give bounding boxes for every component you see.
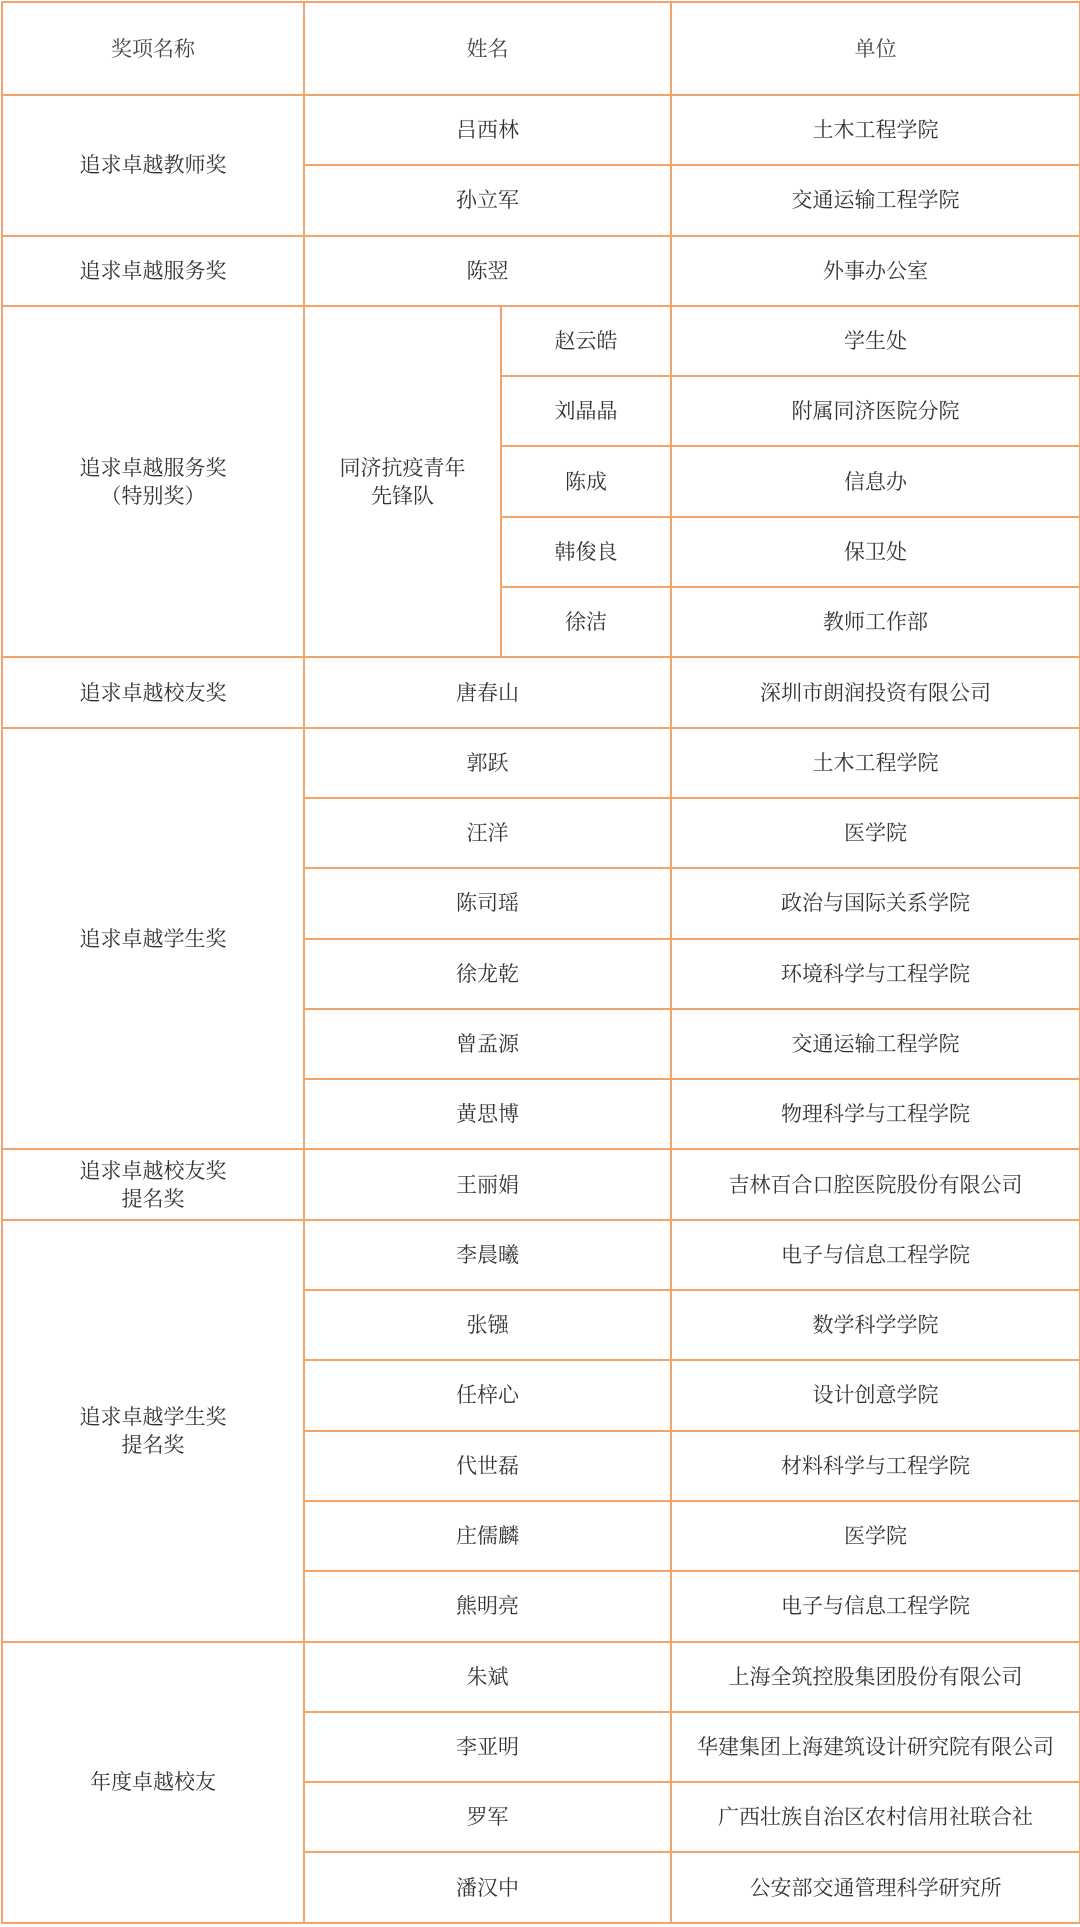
table-row bbox=[2, 306, 1080, 376]
unit-cell: 信息办 bbox=[671, 446, 1080, 516]
unit-cell: 广西壮族自治区农村信用社联合社 bbox=[671, 1782, 1080, 1852]
unit-cell: 医学院 bbox=[671, 798, 1080, 868]
team-line-2: 先锋队 bbox=[371, 483, 434, 508]
table-row bbox=[2, 95, 1080, 165]
unit-cell: 环境科学与工程学院 bbox=[671, 939, 1080, 1009]
name-cell: 郭跃 bbox=[304, 728, 671, 798]
award-cell-annual-alumni: 年度卓越校友 bbox=[2, 1642, 304, 1923]
unit-cell: 公安部交通管理科学研究所 bbox=[671, 1852, 1080, 1922]
name-cell: 孙立军 bbox=[304, 165, 671, 235]
award-cell-service-special bbox=[2, 306, 304, 657]
award-line-2: 提名奖 bbox=[121, 1186, 185, 1211]
name-cell: 张镪 bbox=[304, 1290, 671, 1360]
unit-cell: 物理科学与工程学院 bbox=[671, 1079, 1080, 1149]
name-cell: 徐洁 bbox=[501, 587, 671, 657]
header-award: 奖项名称 bbox=[2, 2, 304, 95]
award-cell-student-nomination bbox=[2, 1220, 304, 1642]
name-cell: 陈成 bbox=[501, 446, 671, 516]
unit-cell: 教师工作部 bbox=[671, 587, 1080, 657]
award-line-1: 追求卓越服务奖 bbox=[79, 455, 227, 480]
name-cell: 朱斌 bbox=[304, 1642, 671, 1712]
name-cell: 任梓心 bbox=[304, 1360, 671, 1430]
unit-cell: 附属同济医院分院 bbox=[671, 376, 1080, 446]
unit-cell: 设计创意学院 bbox=[671, 1360, 1080, 1430]
name-cell: 吕西林 bbox=[304, 95, 671, 165]
header-row bbox=[2, 2, 1080, 95]
unit-cell: 交通运输工程学院 bbox=[671, 165, 1080, 235]
unit-cell: 土木工程学院 bbox=[671, 728, 1080, 798]
name-cell: 罗军 bbox=[304, 1782, 671, 1852]
name-cell: 潘汉中 bbox=[304, 1852, 671, 1922]
award-cell-alumni-nomination bbox=[2, 1149, 304, 1219]
name-cell: 陈翌 bbox=[304, 236, 671, 306]
name-cell: 韩俊良 bbox=[501, 517, 671, 587]
unit-cell: 材料科学与工程学院 bbox=[671, 1431, 1080, 1501]
unit-cell: 电子与信息工程学院 bbox=[671, 1220, 1080, 1290]
award-line-2: 提名奖 bbox=[121, 1432, 185, 1457]
name-cell: 曾孟源 bbox=[304, 1009, 671, 1079]
award-line-1: 追求卓越学生奖 bbox=[79, 1404, 227, 1429]
name-cell: 汪洋 bbox=[304, 798, 671, 868]
table-row bbox=[2, 657, 1080, 727]
name-cell: 陈司瑶 bbox=[304, 868, 671, 938]
award-line-2: （特别奖） bbox=[100, 483, 206, 508]
unit-cell: 上海全筑控股集团股份有限公司 bbox=[671, 1642, 1080, 1712]
awards-table bbox=[1, 1, 1080, 1924]
header-unit: 单位 bbox=[671, 2, 1080, 95]
unit-cell: 交通运输工程学院 bbox=[671, 1009, 1080, 1079]
unit-cell: 华建集团上海建筑设计研究院有限公司 bbox=[671, 1712, 1080, 1782]
unit-cell: 医学院 bbox=[671, 1501, 1080, 1571]
table-row bbox=[2, 1149, 1080, 1219]
unit-cell: 土木工程学院 bbox=[671, 95, 1080, 165]
name-cell: 李亚明 bbox=[304, 1712, 671, 1782]
team-line-1: 同济抗疫青年 bbox=[339, 455, 466, 480]
unit-cell: 深圳市朗润投资有限公司 bbox=[671, 657, 1080, 727]
header-name: 姓名 bbox=[304, 2, 671, 95]
name-cell: 代世磊 bbox=[304, 1431, 671, 1501]
name-cell: 赵云皓 bbox=[501, 306, 671, 376]
name-cell: 唐春山 bbox=[304, 657, 671, 727]
award-line-1: 追求卓越校友奖 bbox=[79, 1158, 227, 1183]
award-cell-service: 追求卓越服务奖 bbox=[2, 236, 304, 306]
name-cell: 刘晶晶 bbox=[501, 376, 671, 446]
award-cell-alumni: 追求卓越校友奖 bbox=[2, 657, 304, 727]
unit-cell: 电子与信息工程学院 bbox=[671, 1571, 1080, 1641]
award-cell-teacher: 追求卓越教师奖 bbox=[2, 95, 304, 236]
unit-cell: 数学科学学院 bbox=[671, 1290, 1080, 1360]
unit-cell: 学生处 bbox=[671, 306, 1080, 376]
name-cell: 熊明亮 bbox=[304, 1571, 671, 1641]
table-row bbox=[2, 1642, 1080, 1712]
name-cell: 李晨曦 bbox=[304, 1220, 671, 1290]
unit-cell: 吉林百合口腔医院股份有限公司 bbox=[671, 1149, 1080, 1219]
name-cell: 徐龙乾 bbox=[304, 939, 671, 1009]
name-cell: 庄儒麟 bbox=[304, 1501, 671, 1571]
award-cell-student: 追求卓越学生奖 bbox=[2, 728, 304, 1150]
table-row bbox=[2, 728, 1080, 798]
table-row bbox=[2, 1220, 1080, 1290]
unit-cell: 政治与国际关系学院 bbox=[671, 868, 1080, 938]
team-cell bbox=[304, 306, 501, 657]
name-cell: 黄思博 bbox=[304, 1079, 671, 1149]
name-cell: 王丽娟 bbox=[304, 1149, 671, 1219]
unit-cell: 外事办公室 bbox=[671, 236, 1080, 306]
unit-cell: 保卫处 bbox=[671, 517, 1080, 587]
table-row bbox=[2, 236, 1080, 306]
